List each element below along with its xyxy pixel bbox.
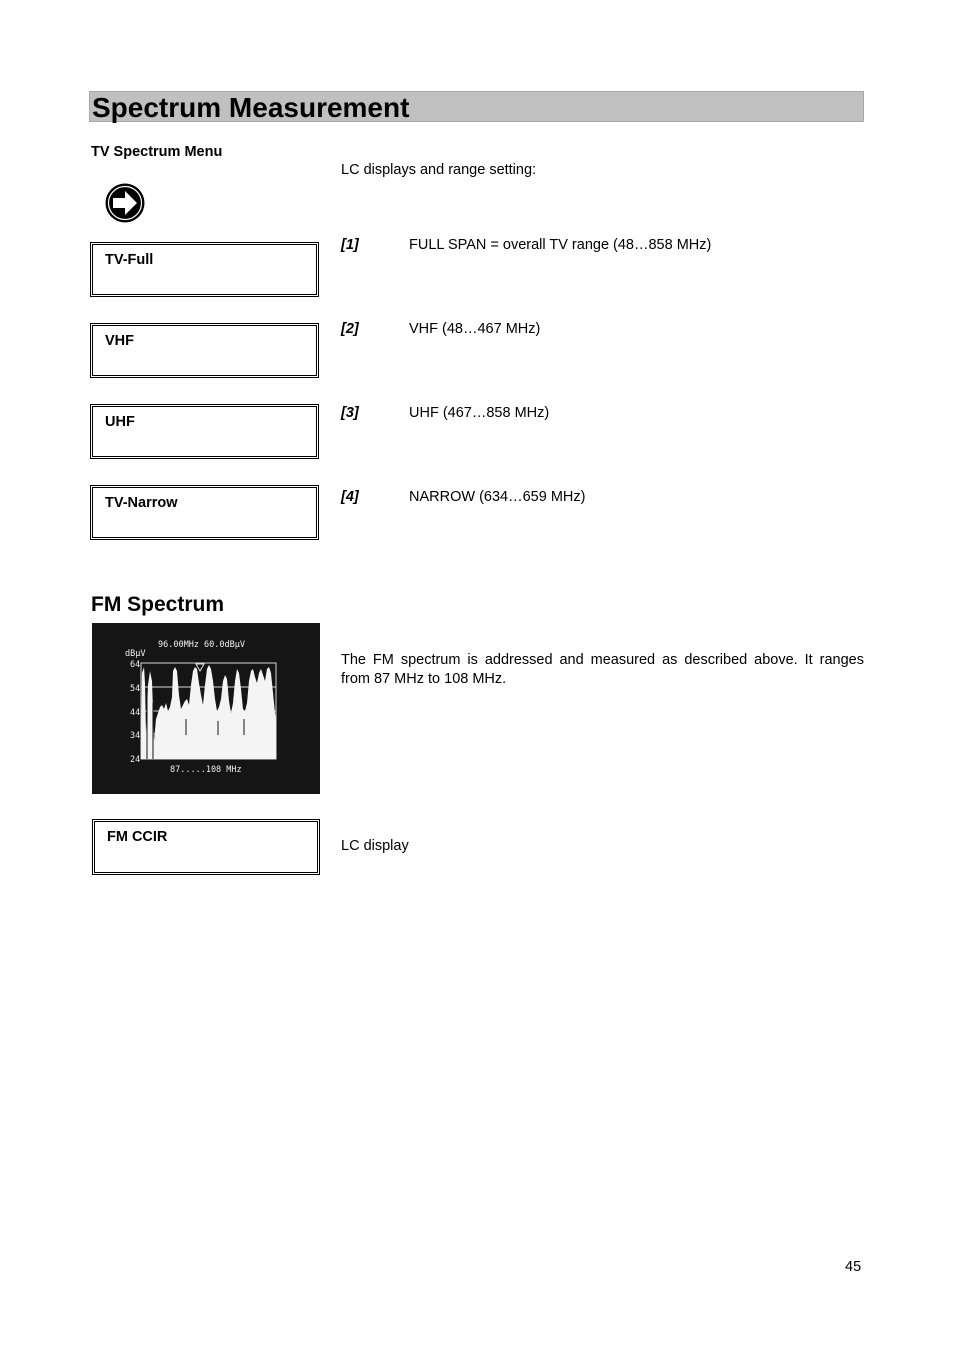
marker-icon	[196, 664, 204, 671]
tv-menu-intro: LC displays and range setting:	[341, 162, 537, 178]
item-number-1: [1]	[341, 237, 359, 253]
page-title: Spectrum Measurement	[89, 91, 864, 122]
spectrum-trace	[141, 665, 276, 759]
page-number: 45	[845, 1259, 862, 1275]
tv-narrow-button[interactable]	[90, 485, 319, 540]
item-description-4: NARROW (634…659 MHz)	[409, 489, 586, 505]
lc-display-caption: LC display	[341, 838, 409, 854]
y-tick-24: 24	[130, 755, 141, 765]
item-description-2: VHF (48…467 MHz)	[409, 321, 541, 337]
fm-spectrum-screenshot	[92, 623, 320, 794]
item-description-3: UHF (467…858 MHz)	[409, 405, 550, 421]
y-tick-64: 64	[130, 660, 141, 670]
fm-ccir-button-label: FM CCIR	[107, 829, 168, 845]
item-number-2: [2]	[341, 321, 359, 337]
vhf-button-label: VHF	[105, 333, 134, 349]
tv-spectrum-menu-heading: TV Spectrum Menu	[91, 144, 223, 160]
unit-label: dBµV	[125, 649, 146, 659]
vhf-button[interactable]	[90, 323, 319, 378]
tv-full-button[interactable]	[90, 242, 319, 297]
fm-description: The FM spectrum is addressed and measured as described above. It ranges from 87 MHz to 108 MHz.	[341, 652, 864, 687]
fm-ccir-button[interactable]	[92, 819, 320, 875]
item-number-3: [3]	[341, 405, 359, 421]
marker-readout: 96.00MHz 60.0dBµV	[158, 640, 245, 650]
item-number-4: [4]	[341, 489, 359, 505]
uhf-button-label: UHF	[105, 414, 135, 430]
item-description-1: FULL SPAN = overall TV range (48…858 MHz)	[409, 237, 712, 253]
y-tick-54: 54	[130, 684, 141, 694]
y-tick-44: 44	[130, 708, 141, 718]
right-arrow-circle-icon	[104, 182, 146, 224]
uhf-button[interactable]	[90, 404, 319, 459]
tv-full-button-label: TV-Full	[105, 252, 154, 268]
tv-narrow-button-label: TV-Narrow	[105, 495, 178, 511]
y-tick-34: 34	[130, 731, 141, 741]
x-range-label: 87.....108 MHz	[170, 765, 242, 775]
fm-spectrum-heading: FM Spectrum	[91, 593, 225, 616]
